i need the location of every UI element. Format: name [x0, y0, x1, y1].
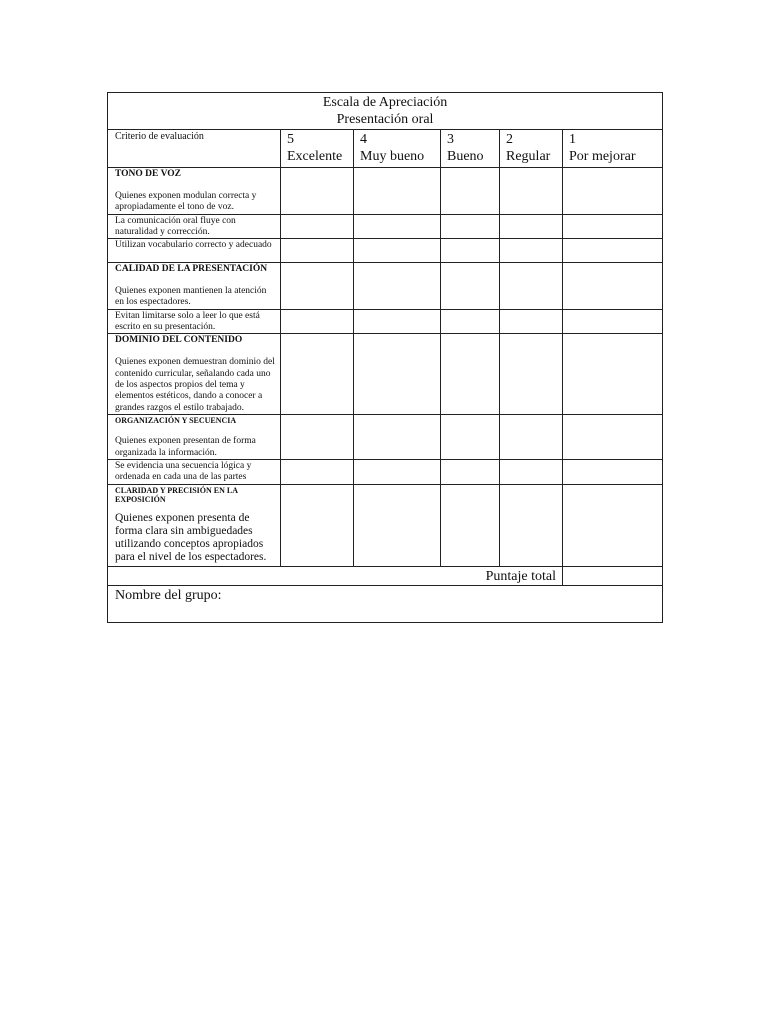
score-cell-4[interactable] [354, 459, 441, 484]
score-cell-4[interactable] [354, 484, 441, 566]
score-cell-3[interactable] [441, 263, 500, 310]
score-cell-5[interactable] [281, 309, 354, 334]
score-cell-2[interactable] [500, 309, 563, 334]
criterion-cell [108, 263, 281, 310]
criterion-cell [108, 414, 281, 459]
score-cell-1[interactable] [563, 214, 663, 239]
criterion-cell [108, 334, 281, 414]
scale-header-1 [563, 130, 663, 168]
score-cell-3[interactable] [441, 334, 500, 414]
criterion-text: Quienes exponen mantienen la atención en los espectadores. [115, 286, 267, 308]
score-cell-5[interactable] [281, 334, 354, 414]
section-title: CLARIDAD Y PRECISIÓN EN LA EXPOSICIÓN [115, 485, 238, 505]
score-cell-4[interactable] [354, 239, 441, 263]
criterion-text: Evitan limitarse solo a leer lo que está escrito en su presentación. [115, 310, 260, 333]
criterion-text: Quienes exponen presentan de forma organizada la información. [115, 436, 256, 458]
criterion-row [108, 334, 663, 414]
criterion-header: Criterio de evaluación [108, 130, 281, 168]
criterion-row [108, 239, 663, 263]
group-name-field[interactable] [108, 585, 663, 622]
criterion-row [108, 309, 663, 334]
score-cell-4[interactable] [354, 309, 441, 334]
section-title: CALIDAD DE LA PRESENTACIÓN [115, 264, 268, 275]
score-cell-1[interactable] [563, 168, 663, 215]
score-cell-1[interactable] [563, 334, 663, 414]
criterion-row [108, 484, 663, 566]
scale-label: Regular [506, 149, 551, 164]
criterion-row [108, 459, 663, 484]
score-cell-4[interactable] [354, 414, 441, 459]
score-cell-3[interactable] [441, 484, 500, 566]
criterion-text: Se evidencia una secuencia lógica y ordenada en cada una de las partes [115, 460, 252, 483]
scale-score: 4 [360, 132, 367, 147]
criterion-text: Quienes exponen demuestran dominio del contenido curricular, señalando cada uno de los aspectos propios del tema y elementos estéticos, dando a conocer a grandes razgos el estilo trabajado. [115, 357, 275, 413]
score-cell-3[interactable] [441, 168, 500, 215]
score-cell-4[interactable] [354, 168, 441, 215]
score-cell-5[interactable] [281, 263, 354, 310]
score-cell-1[interactable] [563, 414, 663, 459]
score-cell-3[interactable] [441, 309, 500, 334]
score-cell-2[interactable] [500, 334, 563, 414]
criterion-row [108, 168, 663, 215]
section-title: ORGANIZACIÓN Y SECUENCIA [115, 415, 237, 425]
scale-label: Por mejorar [569, 149, 636, 164]
score-cell-5[interactable] [281, 459, 354, 484]
criterion-row [108, 414, 663, 459]
scale-score: 5 [287, 132, 294, 147]
group-name-label: Nombre del grupo: [115, 587, 222, 603]
evaluation-rubric-table [107, 92, 663, 623]
criterion-text: Quienes exponen modulan correcta y apropiadamente el tono de voz. [115, 191, 257, 213]
title-row [108, 93, 663, 130]
section-title: TONO DE VOZ [115, 169, 181, 179]
score-cell-2[interactable] [500, 239, 563, 263]
scale-score: 3 [447, 132, 454, 147]
criterion-cell [108, 484, 281, 566]
scale-score: 2 [506, 132, 513, 147]
total-score-cell[interactable] [563, 566, 663, 585]
score-cell-2[interactable] [500, 459, 563, 484]
criterion-cell [108, 168, 281, 215]
score-cell-5[interactable] [281, 239, 354, 263]
criterion-text: Utilizan vocabulario correcto y adecuado [115, 240, 272, 251]
total-score-label: Puntaje total [108, 566, 563, 585]
table-title [108, 93, 663, 130]
score-cell-4[interactable] [354, 263, 441, 310]
section-title: DOMINIO DEL CONTENIDO [115, 335, 243, 346]
score-cell-4[interactable] [354, 334, 441, 414]
header-row [108, 130, 663, 168]
score-cell-2[interactable] [500, 214, 563, 239]
scale-header-4 [354, 130, 441, 168]
score-cell-2[interactable] [500, 263, 563, 310]
scale-label: Bueno [447, 149, 484, 164]
table-title-line-1: Escala de Apreciación [322, 95, 448, 110]
score-cell-1[interactable] [563, 239, 663, 263]
criterion-cell [108, 214, 281, 239]
score-cell-2[interactable] [500, 484, 563, 566]
table-title-line-2: Presentación oral [336, 112, 434, 127]
group-row [108, 585, 663, 622]
criterion-row [108, 263, 663, 310]
score-cell-5[interactable] [281, 168, 354, 215]
criterion-row [108, 214, 663, 239]
score-cell-2[interactable] [500, 414, 563, 459]
criterion-cell [108, 459, 281, 484]
total-row [108, 566, 663, 585]
score-cell-5[interactable] [281, 414, 354, 459]
scale-header-2 [500, 130, 563, 168]
scale-score: 1 [569, 132, 576, 147]
score-cell-3[interactable] [441, 239, 500, 263]
score-cell-3[interactable] [441, 414, 500, 459]
score-cell-3[interactable] [441, 214, 500, 239]
criterion-cell [108, 239, 281, 263]
score-cell-5[interactable] [281, 214, 354, 239]
score-cell-1[interactable] [563, 459, 663, 484]
score-cell-4[interactable] [354, 214, 441, 239]
criterion-text: La comunicación oral fluye con naturalidad y corrección. [115, 215, 236, 237]
scale-label: Muy bueno [360, 149, 425, 164]
scale-header-3 [441, 130, 500, 168]
score-cell-2[interactable] [500, 168, 563, 215]
score-cell-5[interactable] [281, 484, 354, 566]
scale-header-5 [281, 130, 354, 168]
score-cell-1[interactable] [563, 484, 663, 566]
score-cell-1[interactable] [563, 309, 663, 334]
score-cell-3[interactable] [441, 459, 500, 484]
criterion-cell [108, 309, 281, 334]
criterion-text: Quienes exponen presenta de forma clara sin ambiguedades utilizando conceptos apropiados para el nivel de los espectadores. [115, 511, 267, 563]
score-cell-1[interactable] [563, 263, 663, 310]
scale-label: Excelente [287, 149, 343, 164]
